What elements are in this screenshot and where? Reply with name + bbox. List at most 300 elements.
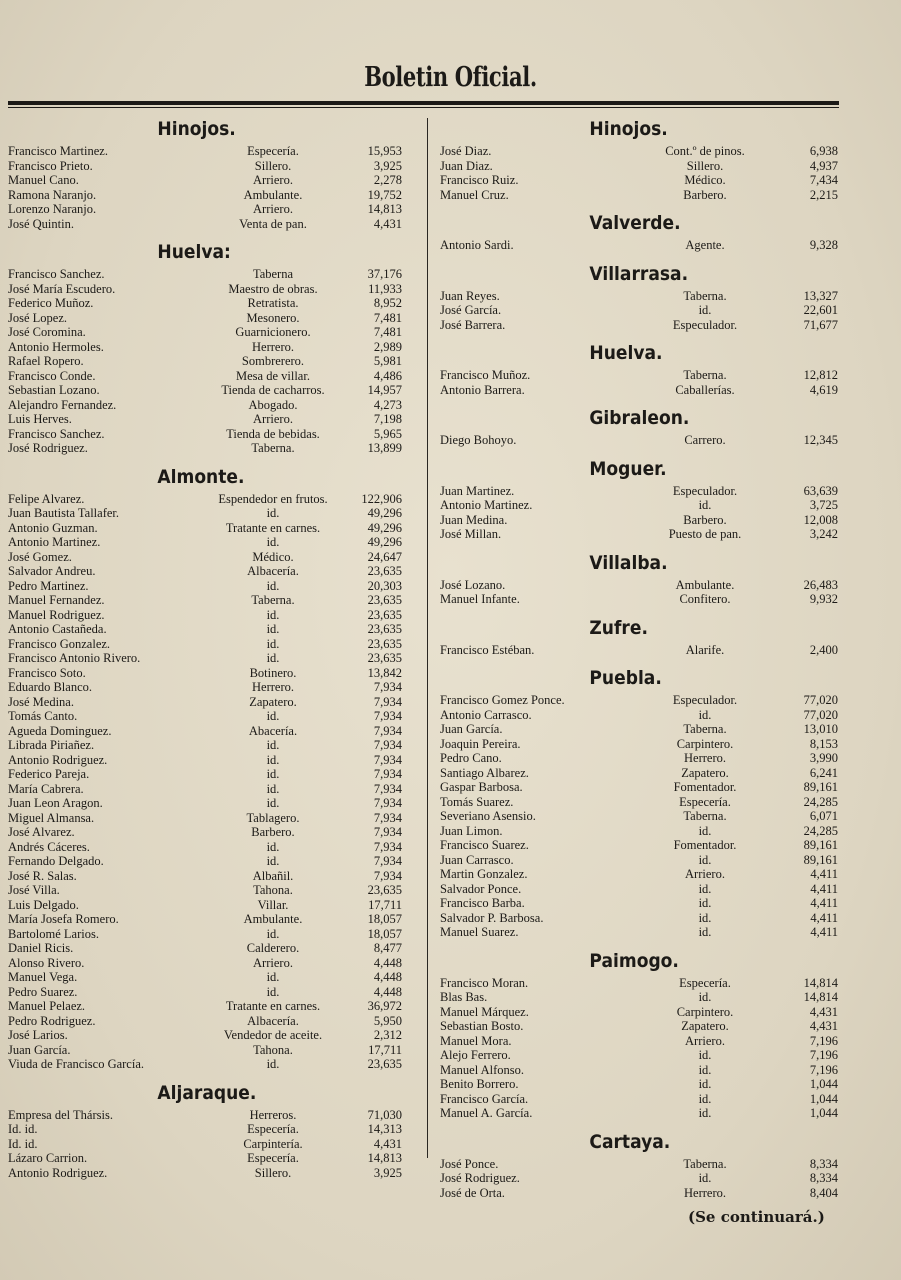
table-row [440,527,840,542]
contributor-name: Manuel A. García. [440,1106,533,1120]
contributor-name: Fernando Delgado. [8,854,104,868]
contributor-name: Federico Pareja. [8,767,90,781]
trade-name: Villar. [257,897,289,912]
tax-amount: 5,950 [373,1013,402,1028]
contributor-name: Antonio Sardi. [440,238,514,252]
table-row [8,296,428,311]
contributor-name: José Rodriguez. [440,1171,520,1185]
trade-name: Abacería. [248,723,298,738]
tax-amount: 7,934 [373,810,402,825]
contributor-name: Tomás Canto. [8,709,78,723]
table-row [8,637,428,652]
table-row [8,753,428,768]
tax-amount: 8,477 [373,941,402,955]
trade-name: id. [266,636,280,651]
town-section [440,484,840,542]
table-row [440,882,840,897]
town-heading: Puebla. [589,667,662,689]
tax-amount: 7,434 [809,173,838,187]
trade-name: Tienda de cacharros. [221,383,325,397]
tax-amount: 7,196 [809,1048,838,1062]
table-row [8,593,428,608]
tax-amount: 4,431 [809,1019,838,1033]
table-row [8,825,428,840]
table-row [440,990,840,1005]
contributor-name: José García. [440,303,502,317]
tax-amount: 89,161 [803,780,838,794]
town-section [440,144,840,202]
trade-name: Barbero. [683,512,727,527]
continuation-note: (Se continuará.) [688,1208,825,1226]
table-row [440,751,840,766]
tax-amount: 4,411 [810,896,838,910]
page-title: Boletin Oficial. [364,62,537,93]
table-row [8,999,428,1014]
trade-name: Especulador. [672,693,738,707]
table-row [440,1005,840,1020]
trade-name: Vendedor de aceite. [223,1028,323,1042]
tax-amount: 77,020 [803,693,838,707]
tax-amount: 7,196 [809,1033,838,1048]
table-row [8,796,428,811]
tax-amount: 89,161 [803,852,838,867]
table-row [440,838,840,853]
contributor-name: José Alvarez. [8,825,75,839]
table-row [440,1019,840,1034]
trade-name: id. [266,781,280,796]
contributor-name: Francisco Gomez Ponce. [440,693,565,707]
tax-amount: 4,411 [810,925,838,939]
trade-name: id. [698,823,712,838]
tax-amount: 1,044 [809,1106,838,1120]
table-row [8,564,428,579]
right-column [440,114,840,1206]
tax-amount: 24,285 [803,823,838,838]
table-row [440,809,840,824]
tax-amount: 4,448 [373,955,402,970]
table-row [8,369,428,384]
table-row [8,550,428,565]
table-row [8,1122,428,1137]
trade-name: Especería. [247,1151,299,1165]
trade-name: id. [698,910,712,925]
trade-name: id. [698,925,712,939]
table-row [8,398,428,413]
trade-name: Zapatero. [681,1019,729,1033]
tax-amount: 7,934 [373,752,402,767]
trade-name: Taberna. [683,722,727,736]
tax-amount: 9,932 [809,592,838,606]
tax-amount: 89,161 [803,838,838,852]
table-row [8,383,428,398]
table-row [440,1034,840,1049]
tax-amount: 4,411 [810,881,838,896]
tax-amount: 36,972 [367,999,402,1013]
left-column [8,114,428,1186]
contributor-name: María Josefa Romero. [8,912,119,926]
tax-amount: 8,404 [809,1185,838,1200]
tax-amount: 23,635 [367,636,402,651]
trade-name: Especulador. [672,317,738,332]
table-row [8,1014,428,1029]
contributor-name: Manuel Infante. [440,592,520,606]
trade-name: Venta de pan. [239,216,307,231]
table-row [8,1057,428,1072]
trade-name: Especería. [679,975,731,990]
table-row [8,956,428,971]
trade-name: id. [266,651,280,665]
town-heading: Huelva. [589,342,663,364]
tax-amount: 3,990 [809,751,838,765]
tax-amount: 7,934 [373,767,402,781]
tax-amount: 8,153 [809,736,838,751]
contributor-name: Gaspar Barbosa. [440,780,523,794]
tax-amount: 7,934 [373,709,402,723]
tax-amount: 12,812 [803,368,838,382]
table-row [440,592,840,607]
table-row [440,578,840,593]
table-row [8,912,428,927]
contributor-name: Daniel Ricis. [8,941,74,955]
table-row [440,484,840,499]
contributor-name: José de Orta. [440,1185,505,1200]
trade-name: id. [266,578,280,593]
header-rule [8,101,839,105]
tax-amount: 7,934 [373,694,402,709]
contributor-name: Antonio Rodriguez. [8,1165,108,1180]
town-section [8,1108,428,1181]
contributor-name: Luis Delgado. [8,897,79,912]
table-row [8,159,428,174]
table-row [8,535,428,550]
contributor-name: José Rodriguez. [8,441,88,455]
contributor-name: Manuel Alfonso. [440,1062,525,1077]
contributor-name: Felipe Alvarez. [8,491,85,506]
trade-name: id. [698,1062,712,1077]
contributor-name: José Villa. [8,883,60,897]
trade-name: Tahona. [253,883,293,897]
town-section [8,144,428,231]
tax-amount: 17,711 [368,897,402,912]
table-row [440,368,840,383]
contributor-name: José Millan. [440,527,502,541]
town-section [440,578,840,607]
town-section [440,693,840,940]
tax-amount: 49,296 [367,535,402,549]
table-row [440,1092,840,1107]
tax-amount: 13,899 [367,441,402,455]
tax-amount: 5,965 [373,426,402,441]
tax-amount: 23,635 [367,593,402,607]
contributor-name: Francisco Prieto. [8,158,93,173]
tax-amount: 18,057 [367,926,402,941]
trade-name: id. [266,535,280,549]
tax-amount: 7,196 [809,1062,838,1077]
tax-amount: 77,020 [803,707,838,722]
contributor-name: Francisco Soto. [8,665,86,680]
trade-name: Abogado. [248,397,298,412]
table-row [440,708,840,723]
contributor-name: Luis Herves. [8,412,72,426]
trade-name: Agente. [685,238,725,252]
tax-amount: 1,044 [809,1091,838,1106]
trade-name: Mesonero. [246,310,300,325]
trade-name: id. [266,970,280,984]
tax-amount: 23,635 [367,564,402,578]
tax-amount: 13,842 [367,665,402,680]
tax-amount: 4,273 [373,397,402,412]
town-heading: Aljaraque. [157,1081,257,1104]
trade-name: id. [266,796,280,810]
table-row [8,202,428,217]
tax-amount: 4,411 [810,867,838,881]
town-section [440,643,840,658]
trade-name: Puesto de pan. [668,527,742,541]
trade-name: Taberna. [683,368,727,382]
trade-name: id. [698,896,712,910]
trade-name: Taberna. [251,593,295,607]
contributor-name: Bartolomé Larios. [8,926,99,941]
trade-name: Especería. [679,794,731,809]
trade-name: Zapatero. [249,694,297,709]
tax-amount: 18,057 [367,912,402,926]
contributor-name: Blas Bas. [440,990,488,1004]
town-heading: Gibraleon. [589,407,690,429]
contributor-name: Juan Martinez. [440,483,515,498]
table-row [8,927,428,942]
trade-name: Botinero. [249,665,297,680]
trade-name: Barbero. [683,187,727,202]
tax-amount: 7,934 [373,680,402,694]
table-row [8,282,428,297]
table-row [440,173,840,188]
contributor-name: Pedro Martinez. [8,578,89,593]
header-rule-thin [8,107,839,108]
contributor-name: Juan Limon. [440,823,503,838]
tax-amount: 49,296 [367,506,402,520]
table-row [440,766,840,781]
contributor-name: Viuda de Francisco García. [8,1057,144,1071]
table-row [8,695,428,710]
table-row [440,188,840,203]
tax-amount: 14,814 [803,975,838,990]
trade-name: id. [698,1077,712,1091]
contributor-name: José Quintin. [8,216,74,231]
table-row [440,722,840,737]
table-row [8,767,428,782]
contributor-name: Antonio Martinez. [8,535,101,549]
contributor-name: Manuel Vega. [8,970,78,984]
tax-amount: 8,952 [373,296,402,310]
tax-amount: 4,448 [373,970,402,984]
table-row [8,651,428,666]
trade-name: Arriero. [685,867,725,881]
contributor-name: Agueda Dominguez. [8,723,112,738]
table-row [440,1157,840,1172]
table-row [8,709,428,724]
tax-amount: 37,176 [367,267,402,281]
table-row [440,1048,840,1063]
tax-amount: 2,989 [373,339,402,354]
contributor-name: Sebastian Lozano. [8,383,100,397]
contributor-name: Antonio Castañeda. [8,622,107,636]
contributor-name: José R. Salas. [8,868,77,883]
contributor-name: Francisco Gonzalez. [8,636,111,651]
trade-name: id. [266,709,280,723]
contributor-name: Pedro Cano. [440,751,502,765]
table-row [440,1171,840,1186]
town-section [440,368,840,397]
town-heading: Moguer. [589,457,667,480]
table-row [440,289,840,304]
town-section [8,492,428,1072]
contributor-name: Juan Carrasco. [440,852,514,867]
contributor-name: Manuel Rodriguez. [8,607,105,622]
trade-name: Sombrerero. [241,354,305,368]
table-row [8,738,428,753]
trade-name: Cont.º de pinos. [665,144,745,158]
table-row [8,622,428,637]
table-row [440,1106,840,1121]
tax-amount: 7,934 [373,825,402,839]
tax-amount: 12,008 [803,512,838,527]
table-row [8,1151,428,1166]
tax-amount: 6,071 [809,809,838,823]
tax-amount: 4,431 [373,216,402,231]
trade-name: Alarife. [685,642,725,657]
trade-name: Albacería. [247,1013,299,1028]
trade-name: Sillero. [686,158,724,173]
trade-name: Sillero. [254,1165,292,1180]
contributor-name: Pedro Rodriguez. [8,1013,96,1028]
table-row [440,238,840,253]
contributor-name: Francisco Antonio Rivero. [8,651,141,665]
contributor-name: Id. id. [8,1136,38,1151]
tax-amount: 3,242 [809,527,838,541]
tax-amount: 3,925 [373,158,402,173]
contributor-name: Miguel Almansa. [8,810,95,825]
table-row [440,795,840,810]
table-row [440,144,840,159]
contributor-name: María Cabrera. [8,781,84,796]
tax-amount: 23,635 [367,1057,402,1071]
table-row [440,824,840,839]
contributor-name: Alonso Rivero. [8,955,85,970]
table-row [8,412,428,427]
trade-name: Carpintero. [676,1004,734,1019]
table-row [440,433,840,448]
town-heading: Hinojos. [157,118,236,140]
tax-amount: 24,647 [367,549,402,564]
tax-amount: 7,934 [373,781,402,796]
tax-amount: 8,334 [809,1156,838,1171]
contributor-name: Sebastian Bosto. [440,1019,524,1033]
table-row [8,579,428,594]
table-row [440,853,840,868]
tax-amount: 22,601 [803,303,838,317]
contributor-name: Antonio Barrera. [440,382,525,397]
contributor-name: José Larios. [8,1028,68,1042]
contributor-name: Francisco Sanchez. [8,267,105,281]
town-heading: Huelva: [157,241,231,263]
trade-name: Fomentador. [673,780,737,794]
tax-amount: 13,327 [803,288,838,303]
tax-amount: 4,486 [373,368,402,383]
tax-amount: 11,933 [368,281,402,296]
tax-amount: 7,934 [373,854,402,868]
tax-amount: 2,278 [373,173,402,187]
table-row [8,883,428,898]
table-row [440,513,840,528]
table-row [8,608,428,623]
tax-amount: 14,313 [367,1122,402,1136]
tax-amount: 14,814 [803,990,838,1004]
tax-amount: 26,483 [803,577,838,592]
trade-name: Tablagero. [246,810,300,825]
contributor-name: Ramona Naranjo. [8,187,97,202]
tax-amount: 14,813 [367,1151,402,1165]
town-heading: Villalba. [589,551,668,574]
tax-amount: 4,431 [809,1004,838,1019]
table-row [440,780,840,795]
contributor-name: Benito Borrero. [440,1077,519,1091]
trade-name: Maestro de obras. [228,281,318,296]
contributor-name: Manuel Cruz. [440,187,509,202]
contributor-name: José Ponce. [440,1156,499,1171]
tax-amount: 4,448 [373,984,402,999]
trade-name: id. [266,926,280,941]
table-row [8,188,428,203]
tax-amount: 4,431 [373,1136,402,1151]
trade-name: Carpintería. [243,1136,303,1151]
contributor-name: José Diaz. [440,144,492,158]
tax-amount: 12,345 [803,433,838,447]
tax-amount: 15,953 [367,144,402,158]
trade-name: Zapatero. [681,765,729,780]
table-row [8,144,428,159]
trade-name: Tratante en carnes. [225,520,321,535]
contributor-name: Rafael Ropero. [8,354,84,368]
trade-name: Arriero. [253,202,293,216]
contributor-name: Antonio Hermoles. [8,339,104,354]
contributor-name: Juan Bautista Tallafer. [8,506,120,520]
table-row [8,427,428,442]
trade-name: id. [266,854,280,868]
contributor-name: Manuel Fernandez. [8,593,105,607]
contributor-name: Pedro Suarez. [8,984,78,999]
trade-name: id. [698,707,712,722]
contributor-name: Salvador P. Barbosa. [440,910,544,925]
trade-name: id. [698,881,712,896]
table-row [440,911,840,926]
trade-name: id. [266,738,280,752]
tax-amount: 7,934 [373,839,402,854]
trade-name: Calderero. [246,941,300,955]
table-row [440,1186,840,1201]
contributor-name: Manuel Márquez. [440,1004,529,1019]
trade-name: Espendedor en frutos. [218,491,328,506]
table-row [8,666,428,681]
contributor-name: Lázaro Carrion. [8,1151,88,1165]
tax-amount: 19,752 [367,187,402,202]
trade-name: Arriero. [253,173,293,187]
trade-name: Herrero. [684,1185,726,1200]
town-heading: Cartaya. [589,1130,671,1153]
trade-name: Especulador. [672,483,738,498]
trade-name: Confitero. [679,592,731,606]
trade-name: Albacería. [247,564,299,578]
trade-name: id. [266,506,280,520]
